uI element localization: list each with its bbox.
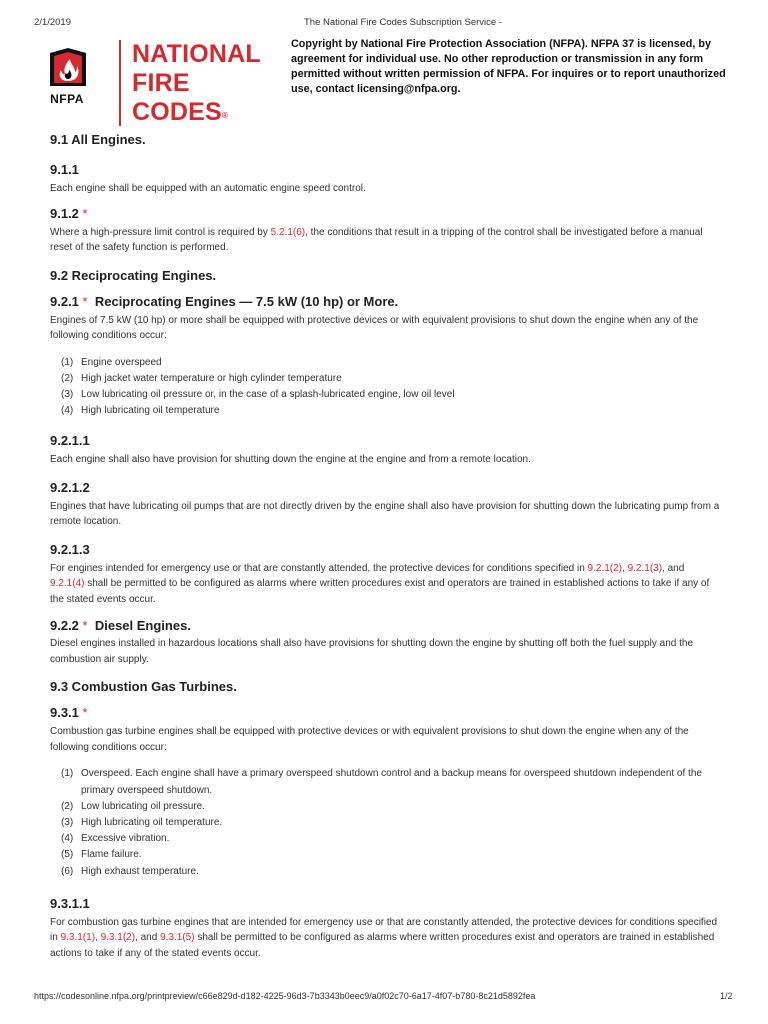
section-heading-9-2-2: 9.2.2 * Diesel Engines.	[50, 618, 191, 634]
section-text-9-2-1-2: Engines that have lubricating oil pumps that are not directly driven by the engine shall also have provision for shutting down the lubricating pump from a remote location.	[50, 500, 720, 528]
change-marker-star: *	[82, 205, 88, 221]
section-heading-9-3: 9.3 Combustion Gas Turbines.	[50, 679, 237, 695]
reference-link-9-2-1-2[interactable]: 9.2.1(2)	[587, 562, 623, 574]
section-text-9-2-2: Diesel engines installed in hazardous locations shall also have provisions for shutting down the engine by shutting off both the fuel supply and the combustion air supply.	[50, 638, 694, 665]
print-date: 2/1/2019	[34, 17, 71, 28]
section-heading-9-3-1: 9.3.1 *	[50, 705, 88, 721]
conditions-list-9-3-1	[50, 766, 720, 879]
print-url: https://codesonline.nfpa.org/printpreview/c66e829d-d182-4225-96d3-7b3343b0eec9/a0f02c70-6a17-4f07-b780-8c21d5892fea	[34, 991, 536, 1001]
section-text-9-2-1: Engines of 7.5 kW (10 hp) or more shall be equipped with protective devices or with equivalent provisions to shut down the engine when any of the following conditions occur:	[50, 314, 699, 341]
section-text-9-1-2: Where a high-pressure limit control is required by 5.2.1(6), the conditions that result in a tripping of the control shall be investigated before a manual reset of the safety function is performed.	[50, 226, 703, 253]
reference-link-9-3-1-1[interactable]: 9.3.1(1)	[60, 932, 96, 944]
reference-link-9-2-1-3[interactable]: 9.2.1(3)	[627, 562, 663, 574]
logo-wordmark	[132, 40, 276, 127]
list-item: (3) High lubricating oil temperature.	[61, 816, 223, 828]
nfpa-logo	[46, 40, 276, 126]
reference-link-5-2-1-6[interactable]: 5.2.1(6)	[270, 226, 306, 238]
section-heading-9-2-1-1: 9.2.1.1	[50, 433, 90, 449]
change-marker-star: *	[82, 293, 88, 309]
list-item: (5) Flame failure.	[61, 849, 142, 861]
section-heading-9-3-1-1: 9.3.1.1	[50, 895, 90, 911]
section-text-9-3-1: Combustion gas turbine engines shall be equipped with protective devices or with equivalent provisions to shut down the engine when any of the following conditions occur:	[50, 726, 689, 753]
conditions-list-9-2-1	[50, 355, 720, 420]
section-heading-9-1-2: 9.1.2 *	[50, 205, 88, 221]
print-title: The National Fire Codes Subscription Service -	[304, 17, 503, 28]
list-item: (6) High exhaust temperature.	[61, 865, 199, 877]
registered-mark: ®	[221, 111, 229, 120]
section-heading-9-2-1: 9.2.1 * Reciprocating Engines — 7.5 kW (10 hp) or More.	[50, 293, 399, 309]
logo-divider	[119, 40, 121, 126]
section-heading-9-2: 9.2 Reciprocating Engines.	[50, 267, 217, 283]
section-text-9-2-1-3: For engines intended for emergency use or that are constantly attended, the protective devices for conditions specified in 9.2.1(2), 9.2.1(3), and 9.2.1(4) shall be permitted to be configured as alarms where written procedures exist and operators are trained in established actions to take if any of the stated events occur.	[50, 562, 710, 605]
section-heading-9-2-1-2: 9.2.1.2	[50, 479, 90, 495]
section-heading-9-2-1-3: 9.2.1.3	[50, 541, 90, 557]
list-item: (3) Low lubricating oil pressure or, in the case of a splash-lubricated engine, low oil level	[61, 388, 455, 400]
reference-link-9-3-1-2[interactable]: 9.3.1(2)	[100, 932, 136, 944]
copyright-notice: Copyright by National Fire Protection Association (NFPA). NFPA 37 is licensed, by agreement for individual use. No other reproduction or transmission in any form permitted without written permission of NFPA. For inquires or to report unauthorized use, contact licensing@nfpa.org.	[291, 38, 726, 95]
list-item: (2) Low lubricating oil pressure.	[61, 800, 205, 812]
section-text-9-3-1-1: For combustion gas turbine engines that are intended for emergency use or that are constantly attended, the protective devices for conditions specified in 9.3.1(1), 9.3.1(2), and 9.3.1(5) shall be permitted to be configured as alarms where written procedures exist and operators are trained in established actions to take if any of the stated events occur.	[50, 916, 718, 959]
list-item: (4) High lubricating oil temperature	[61, 405, 220, 417]
print-header	[0, 17, 768, 31]
section-text-9-1-1: Each engine shall be equipped with an automatic engine speed control.	[50, 183, 366, 194]
logo-line-national: NATIONAL	[132, 40, 261, 68]
section-heading-9-1-1: 9.1.1	[50, 162, 79, 177]
document-content	[50, 128, 720, 961]
change-marker-star: *	[82, 618, 88, 634]
nfpa-flame-icon	[46, 44, 90, 90]
reference-link-9-3-1-5[interactable]: 9.3.1(5)	[160, 932, 195, 944]
logo-line-fire-codes: FIRE CODES®	[132, 69, 229, 126]
page-number: 1/2	[720, 991, 733, 1001]
list-item: (1) Engine overspeed	[61, 356, 162, 368]
change-marker-star: *	[82, 705, 88, 721]
list-item: (4) Excessive vibration.	[61, 833, 170, 845]
nfpa-wordmark: NFPA	[50, 92, 84, 106]
print-footer	[0, 991, 768, 1005]
list-item: (1) Overspeed. Each engine shall have a primary overspeed shutdown control and a backup means for overspeed shutdown independent of the primary overspeed shutdown.	[61, 768, 702, 796]
list-item: (2) High jacket water temperature or high cylinder temperature	[61, 372, 342, 384]
section-heading-9-1: 9.1 All Engines.	[50, 132, 146, 147]
reference-link-9-2-1-4[interactable]: 9.2.1(4)	[50, 578, 85, 590]
section-text-9-2-1-1: Each engine shall also have provision for shutting down the engine at the engine and from a remote location.	[50, 454, 531, 466]
